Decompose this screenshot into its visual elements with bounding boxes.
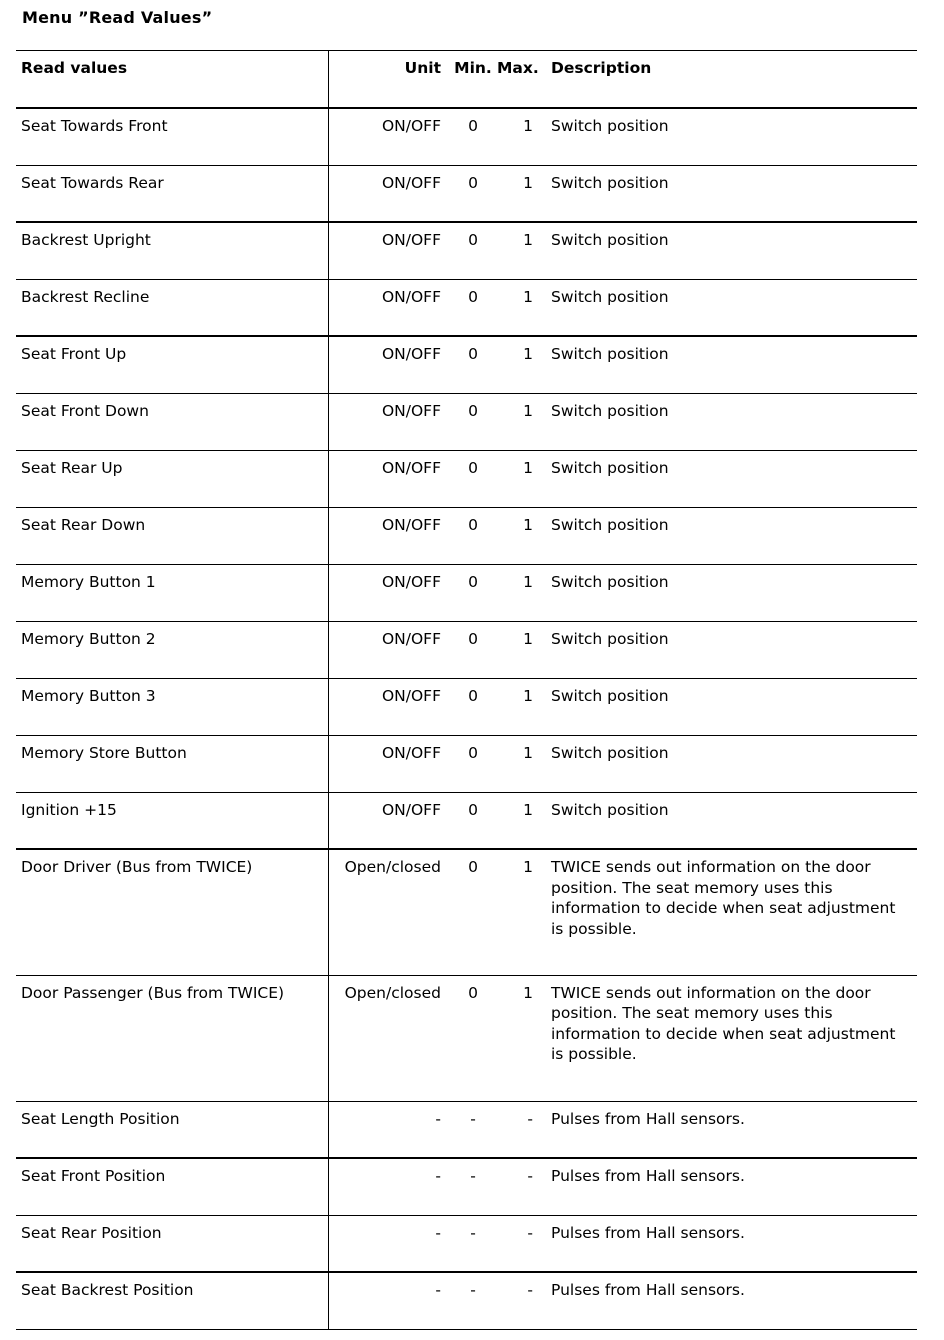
- table-row: [16, 222, 917, 279]
- cell-unit: Open/closed: [328, 975, 443, 1101]
- cell-description: Switch position: [549, 792, 917, 849]
- cell-min: -: [443, 1272, 497, 1329]
- cell-name: Seat Rear Up: [16, 450, 328, 507]
- cell-min: -: [443, 1158, 497, 1215]
- cell-unit: ON/OFF: [328, 792, 443, 849]
- cell-min: 0: [443, 108, 497, 165]
- cell-max: 1: [497, 678, 549, 735]
- cell-max: 1: [497, 792, 549, 849]
- cell-max: -: [497, 1158, 549, 1215]
- cell-max: 1: [497, 336, 549, 393]
- table-row: [16, 678, 917, 735]
- cell-name: Seat Front Up: [16, 336, 328, 393]
- page-title: Menu ”Read Values”: [22, 8, 213, 27]
- cell-unit: Open/closed: [328, 849, 443, 975]
- cell-description: Switch position: [549, 450, 917, 507]
- cell-min: 0: [443, 735, 497, 792]
- cell-unit: -: [328, 1101, 443, 1158]
- cell-min: -: [443, 1215, 497, 1272]
- header-read-values: Read values: [16, 51, 328, 109]
- table-row: [16, 621, 917, 678]
- cell-min: 0: [443, 165, 497, 222]
- cell-name: Ignition +15: [16, 792, 328, 849]
- cell-description: Switch position: [549, 165, 917, 222]
- cell-unit: -: [328, 1158, 443, 1215]
- header-min: Min.: [443, 51, 497, 109]
- table-row: [16, 1215, 917, 1272]
- cell-unit: ON/OFF: [328, 279, 443, 336]
- cell-description: Switch position: [549, 108, 917, 165]
- cell-min: 0: [443, 621, 497, 678]
- cell-unit: ON/OFF: [328, 450, 443, 507]
- table-row: [16, 1101, 917, 1158]
- table-row: [16, 393, 917, 450]
- cell-unit: ON/OFF: [328, 222, 443, 279]
- cell-unit: -: [328, 1272, 443, 1329]
- cell-min: 0: [443, 393, 497, 450]
- table-row: [16, 279, 917, 336]
- cell-min: 0: [443, 975, 497, 1101]
- cell-name: Memory Button 1: [16, 564, 328, 621]
- cell-name: Seat Rear Position: [16, 1215, 328, 1272]
- cell-description: Switch position: [549, 564, 917, 621]
- cell-max: -: [497, 1101, 549, 1158]
- cell-max: 1: [497, 393, 549, 450]
- table-header-row: [16, 51, 917, 109]
- table-row: [16, 564, 917, 621]
- cell-name: Memory Button 2: [16, 621, 328, 678]
- cell-name: Backrest Recline: [16, 279, 328, 336]
- cell-max: -: [497, 1272, 549, 1329]
- cell-unit: ON/OFF: [328, 564, 443, 621]
- table-row: [16, 735, 917, 792]
- table-row: [16, 1272, 917, 1329]
- cell-unit: ON/OFF: [328, 678, 443, 735]
- cell-unit: ON/OFF: [328, 507, 443, 564]
- read-values-table: [16, 50, 917, 1330]
- cell-max: 1: [497, 222, 549, 279]
- cell-description: Switch position: [549, 222, 917, 279]
- cell-name: Seat Backrest Position: [16, 1272, 328, 1329]
- cell-max: 1: [497, 507, 549, 564]
- cell-description: TWICE sends out information on the door position. The seat memory uses this information to decide when seat adjustment is possible.: [549, 975, 917, 1101]
- cell-description: Pulses from Hall sensors.: [549, 1215, 917, 1272]
- cell-min: 0: [443, 279, 497, 336]
- header-max: Max.: [497, 51, 549, 109]
- cell-min: 0: [443, 849, 497, 975]
- cell-max: 1: [497, 735, 549, 792]
- cell-max: 1: [497, 975, 549, 1101]
- cell-description: Pulses from Hall sensors.: [549, 1101, 917, 1158]
- cell-name: Seat Rear Down: [16, 507, 328, 564]
- cell-unit: ON/OFF: [328, 621, 443, 678]
- cell-name: Seat Front Position: [16, 1158, 328, 1215]
- cell-max: 1: [497, 279, 549, 336]
- cell-min: 0: [443, 564, 497, 621]
- cell-min: 0: [443, 792, 497, 849]
- cell-description: Switch position: [549, 393, 917, 450]
- header-unit: Unit: [328, 51, 443, 109]
- cell-name: Memory Button 3: [16, 678, 328, 735]
- cell-unit: ON/OFF: [328, 393, 443, 450]
- cell-description: Pulses from Hall sensors.: [549, 1158, 917, 1215]
- cell-unit: ON/OFF: [328, 336, 443, 393]
- cell-unit: -: [328, 1215, 443, 1272]
- cell-max: 1: [497, 450, 549, 507]
- cell-description: Switch position: [549, 621, 917, 678]
- cell-min: 0: [443, 336, 497, 393]
- table-row: [16, 450, 917, 507]
- header-description: Description: [549, 51, 917, 109]
- cell-description: TWICE sends out information on the door position. The seat memory uses this information to decide when seat adjustment is possible.: [549, 849, 917, 975]
- cell-min: 0: [443, 678, 497, 735]
- cell-max: -: [497, 1215, 549, 1272]
- cell-min: 0: [443, 507, 497, 564]
- cell-description: Switch position: [549, 678, 917, 735]
- cell-name: Door Driver (Bus from TWICE): [16, 849, 328, 975]
- cell-name: Backrest Upright: [16, 222, 328, 279]
- table-row: [16, 507, 917, 564]
- cell-name: Seat Front Down: [16, 393, 328, 450]
- cell-description: Switch position: [549, 507, 917, 564]
- cell-description: Switch position: [549, 279, 917, 336]
- cell-name: Seat Towards Front: [16, 108, 328, 165]
- cell-name: Door Passenger (Bus from TWICE): [16, 975, 328, 1101]
- cell-max: 1: [497, 108, 549, 165]
- cell-name: Seat Length Position: [16, 1101, 328, 1158]
- table-row: [16, 165, 917, 222]
- table-row: [16, 849, 917, 975]
- cell-unit: ON/OFF: [328, 108, 443, 165]
- cell-name: Memory Store Button: [16, 735, 328, 792]
- table-row: [16, 792, 917, 849]
- cell-description: Switch position: [549, 336, 917, 393]
- cell-min: -: [443, 1101, 497, 1158]
- cell-max: 1: [497, 165, 549, 222]
- table-row: [16, 336, 917, 393]
- cell-description: Switch position: [549, 735, 917, 792]
- cell-description: Pulses from Hall sensors.: [549, 1272, 917, 1329]
- cell-min: 0: [443, 450, 497, 507]
- cell-unit: ON/OFF: [328, 735, 443, 792]
- table-row: [16, 975, 917, 1101]
- cell-name: Seat Towards Rear: [16, 165, 328, 222]
- cell-min: 0: [443, 222, 497, 279]
- cell-unit: ON/OFF: [328, 165, 443, 222]
- cell-max: 1: [497, 621, 549, 678]
- cell-max: 1: [497, 564, 549, 621]
- table-row: [16, 1158, 917, 1215]
- table-row: [16, 108, 917, 165]
- cell-max: 1: [497, 849, 549, 975]
